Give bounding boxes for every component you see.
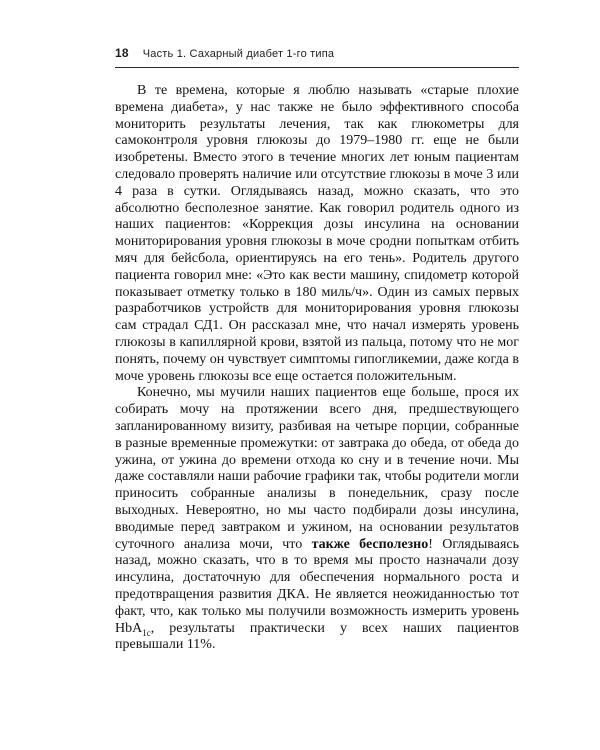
paragraph-2-segment-1: Конечно, мы мучили наших пациентов еще больше, прося их собирать мочу на протяжении всего дня, предшествующего запланированному визиту, разбивая на четыре порции, собранные в разные временные промежутки: от завтрака до обеда, от обеда до ужина, от ужина до времени отхода ко сну и в течение ночи. Мы даже составляли наши рабочие графики так, чтобы родители могли приносить собранные анализы в понедельник, сразу после выходных. Невероятно, но мы часто подбирали дозы инсулина, вводимые перед завтраком и ужином, на основании результатов суточного анализа мочи, что xyxy=(115,385,519,552)
page-number: 18 xyxy=(115,46,129,60)
paragraph-2-segment-3: , результаты практически у всех наших пациентов превышали 11%. xyxy=(115,620,519,653)
bold-emphasis: также бесполезно xyxy=(311,536,429,552)
body-paragraph-2 xyxy=(115,385,519,654)
hba1c-subscript: 1c xyxy=(142,627,151,638)
chapter-title: Часть 1. Сахарный диабет 1-го типа xyxy=(142,48,335,60)
body-text xyxy=(115,83,519,654)
paragraph-2-segment-2: ! Оглядываясь назад, можно сказать, что в то время мы просто назначали дозу инсулина, достаточную для обеспечения нормального роста и предотвращения развития ДКА. Не является неожиданностью тот факт, что, как только мы получили возможность измерить уровень HbA xyxy=(115,536,519,636)
running-head xyxy=(115,46,519,68)
page-content xyxy=(115,46,519,654)
body-paragraph-1: В те времена, которые я люблю называть «старые плохие времена диабета», у нас также не было эффективного способа мониторить результаты лечения, так как глюкометры для самоконтроля уровня глюкозы до 1979–1980 гг. еще не были изобретены. Вместо этого в течение многих лет юным пациентам следовало проверять наличие или отсутствие глюкозы в моче 3 или 4 раза в сутки. Оглядываясь назад, можно сказать, что это абсолютно бесполезное занятие. Как говорил родитель одного из наших пациентов: «Коррекция дозы инсулина на основании мониторирования уровня глюкозы в моче сродни попыткам отбить мяч для бейсбола, ориентируясь на его тень». Родитель другого пациента говорил мне: «Это как вести машину, спидометр которой показывает отметку только в 180 миль/ч». Один из самых первых разработчиков устройств для мониторирования уровня глюкозы сам страдал СД1. Он рассказал мне, что начал измерять уровень глюкозы в капиллярной крови, взятой из пальца, потому что не мог понять, почему он чувствует симптомы гипогликемии, даже когда в моче уровень глюкозы все еще остается положительным. xyxy=(115,83,519,384)
